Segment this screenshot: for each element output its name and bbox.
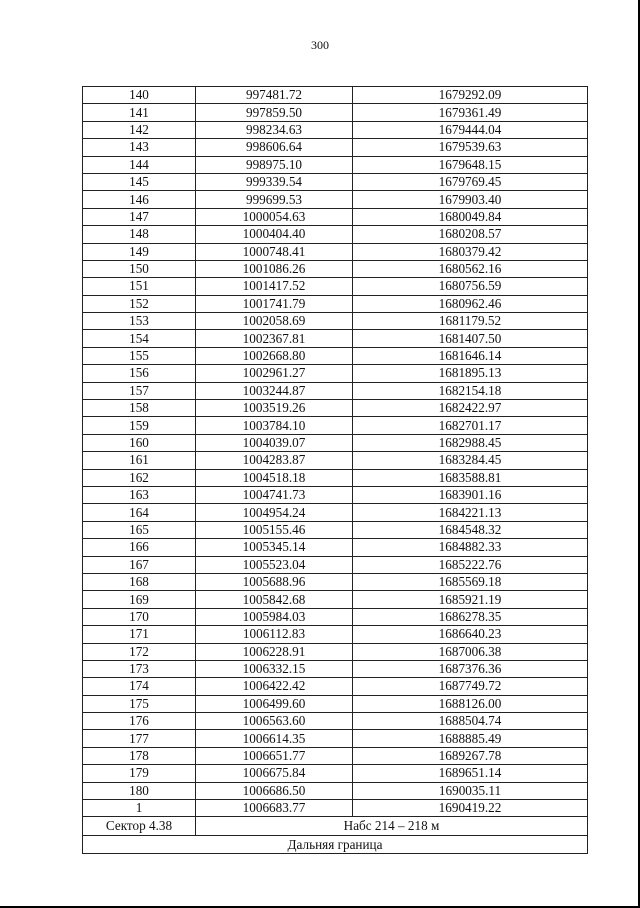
x-coordinate: 1004518.18 [196, 469, 353, 486]
table-row [83, 156, 588, 173]
x-coordinate: 1004954.24 [196, 504, 353, 521]
x-coordinate: 1000054.63 [196, 208, 353, 225]
point-number: 154 [83, 330, 196, 347]
y-coordinate: 1679361.49 [353, 104, 588, 121]
x-coordinate: 1001086.26 [196, 260, 353, 277]
x-coordinate: 1005345.14 [196, 539, 353, 556]
x-coordinate: 1003244.87 [196, 382, 353, 399]
table-row [83, 539, 588, 556]
table-row [83, 695, 588, 712]
table-row [83, 434, 588, 451]
table-row [83, 452, 588, 469]
y-coordinate: 1681179.52 [353, 313, 588, 330]
table-row [83, 800, 588, 817]
table-row [83, 295, 588, 312]
table-row [83, 87, 588, 104]
table-row [83, 521, 588, 538]
x-coordinate: 999339.54 [196, 173, 353, 190]
y-coordinate: 1685921.19 [353, 591, 588, 608]
y-coordinate: 1682701.17 [353, 417, 588, 434]
point-number: 150 [83, 260, 196, 277]
y-coordinate: 1682422.97 [353, 400, 588, 417]
y-coordinate: 1689267.78 [353, 747, 588, 764]
coordinate-table [82, 86, 588, 854]
point-number: 144 [83, 156, 196, 173]
y-coordinate: 1679292.09 [353, 87, 588, 104]
point-number: 178 [83, 747, 196, 764]
x-coordinate: 1005842.68 [196, 591, 353, 608]
table-row [83, 208, 588, 225]
x-coordinate: 1005523.04 [196, 556, 353, 573]
x-coordinate: 1005155.46 [196, 521, 353, 538]
point-number: 170 [83, 608, 196, 625]
y-coordinate: 1685569.18 [353, 573, 588, 590]
y-coordinate: 1680756.59 [353, 278, 588, 295]
table-row [83, 486, 588, 503]
point-number: 143 [83, 139, 196, 156]
x-coordinate: 1006499.60 [196, 695, 353, 712]
y-coordinate: 1687749.72 [353, 678, 588, 695]
y-coordinate: 1679769.45 [353, 173, 588, 190]
x-coordinate: 998234.63 [196, 121, 353, 138]
y-coordinate: 1684882.33 [353, 539, 588, 556]
y-coordinate: 1679539.63 [353, 139, 588, 156]
y-coordinate: 1681646.14 [353, 347, 588, 364]
x-coordinate: 1006651.77 [196, 747, 353, 764]
table-row [83, 226, 588, 243]
y-coordinate: 1684221.13 [353, 504, 588, 521]
point-number: 140 [83, 87, 196, 104]
boundary-label: Дальняя граница [83, 836, 588, 854]
point-number: 173 [83, 660, 196, 677]
table-row [83, 765, 588, 782]
point-number: 172 [83, 643, 196, 660]
x-coordinate: 1001417.52 [196, 278, 353, 295]
x-coordinate: 999699.53 [196, 191, 353, 208]
table-row [83, 139, 588, 156]
point-number: 147 [83, 208, 196, 225]
y-coordinate: 1680962.46 [353, 295, 588, 312]
y-coordinate: 1681407.50 [353, 330, 588, 347]
x-coordinate: 1005984.03 [196, 608, 353, 625]
point-number: 179 [83, 765, 196, 782]
y-coordinate: 1684548.32 [353, 521, 588, 538]
x-coordinate: 1006675.84 [196, 765, 353, 782]
point-number: 175 [83, 695, 196, 712]
y-coordinate: 1687376.36 [353, 660, 588, 677]
x-coordinate: 1002367.81 [196, 330, 353, 347]
table-row [83, 278, 588, 295]
point-number: 165 [83, 521, 196, 538]
point-number: 167 [83, 556, 196, 573]
point-number: 164 [83, 504, 196, 521]
table-row [83, 747, 588, 764]
x-coordinate: 1004283.87 [196, 452, 353, 469]
x-coordinate: 1002961.27 [196, 365, 353, 382]
table-row [83, 469, 588, 486]
table-row [83, 730, 588, 747]
point-number: 163 [83, 486, 196, 503]
point-number: 180 [83, 782, 196, 799]
y-coordinate: 1688126.00 [353, 695, 588, 712]
y-coordinate: 1682154.18 [353, 382, 588, 399]
y-coordinate: 1689651.14 [353, 765, 588, 782]
y-coordinate: 1688504.74 [353, 713, 588, 730]
point-number: 145 [83, 173, 196, 190]
x-coordinate: 1003784.10 [196, 417, 353, 434]
table-row [83, 260, 588, 277]
table-row [83, 660, 588, 677]
x-coordinate: 1004741.73 [196, 486, 353, 503]
sector-label: Сектор 4.38 [83, 817, 196, 836]
point-number: 152 [83, 295, 196, 312]
table-row [83, 400, 588, 417]
x-coordinate: 1004039.07 [196, 434, 353, 451]
x-coordinate: 998975.10 [196, 156, 353, 173]
point-number: 168 [83, 573, 196, 590]
y-coordinate: 1688885.49 [353, 730, 588, 747]
point-number: 141 [83, 104, 196, 121]
point-number: 148 [83, 226, 196, 243]
point-number: 177 [83, 730, 196, 747]
table-row [83, 608, 588, 625]
y-coordinate: 1680049.84 [353, 208, 588, 225]
x-coordinate: 998606.64 [196, 139, 353, 156]
y-coordinate: 1683588.81 [353, 469, 588, 486]
table-row [83, 382, 588, 399]
y-coordinate: 1685222.76 [353, 556, 588, 573]
point-number: 151 [83, 278, 196, 295]
y-coordinate: 1682988.45 [353, 434, 588, 451]
y-coordinate: 1683901.16 [353, 486, 588, 503]
point-number: 149 [83, 243, 196, 260]
x-coordinate: 997859.50 [196, 104, 353, 121]
point-number: 171 [83, 626, 196, 643]
x-coordinate: 1006422.42 [196, 678, 353, 695]
point-number: 160 [83, 434, 196, 451]
table-row [83, 365, 588, 382]
y-coordinate: 1687006.38 [353, 643, 588, 660]
table-row [83, 243, 588, 260]
table-row [83, 678, 588, 695]
point-number: 176 [83, 713, 196, 730]
point-number: 169 [83, 591, 196, 608]
table-row [83, 191, 588, 208]
point-number: 153 [83, 313, 196, 330]
table-row [83, 573, 588, 590]
x-coordinate: 1005688.96 [196, 573, 353, 590]
point-number: 157 [83, 382, 196, 399]
x-coordinate: 1006683.77 [196, 800, 353, 817]
y-coordinate: 1690419.22 [353, 800, 588, 817]
point-number: 158 [83, 400, 196, 417]
x-coordinate: 1006228.91 [196, 643, 353, 660]
point-number: 146 [83, 191, 196, 208]
x-coordinate: 997481.72 [196, 87, 353, 104]
x-coordinate: 1006614.35 [196, 730, 353, 747]
x-coordinate: 1002058.69 [196, 313, 353, 330]
coordinate-table-body [83, 87, 588, 854]
table-row [83, 330, 588, 347]
x-coordinate: 1006332.15 [196, 660, 353, 677]
point-number: 159 [83, 417, 196, 434]
y-coordinate: 1680379.42 [353, 243, 588, 260]
height-note: Набс 214 – 218 м [196, 817, 588, 836]
x-coordinate: 1000748.41 [196, 243, 353, 260]
point-number: 162 [83, 469, 196, 486]
table-row [83, 104, 588, 121]
x-coordinate: 1006686.50 [196, 782, 353, 799]
sector-row [83, 817, 588, 836]
point-number: 161 [83, 452, 196, 469]
table-row [83, 347, 588, 364]
y-coordinate: 1679648.15 [353, 156, 588, 173]
y-coordinate: 1690035.11 [353, 782, 588, 799]
table-row [83, 643, 588, 660]
y-coordinate: 1680208.57 [353, 226, 588, 243]
y-coordinate: 1679903.40 [353, 191, 588, 208]
table-row [83, 626, 588, 643]
table-row [83, 121, 588, 138]
x-coordinate: 1006112.83 [196, 626, 353, 643]
table-row [83, 556, 588, 573]
point-number: 1 [83, 800, 196, 817]
point-number: 142 [83, 121, 196, 138]
boundary-row [83, 836, 588, 854]
y-coordinate: 1681895.13 [353, 365, 588, 382]
table-row [83, 782, 588, 799]
y-coordinate: 1679444.04 [353, 121, 588, 138]
table-row [83, 173, 588, 190]
y-coordinate: 1680562.16 [353, 260, 588, 277]
table-row [83, 417, 588, 434]
point-number: 174 [83, 678, 196, 695]
table-row [83, 313, 588, 330]
x-coordinate: 1003519.26 [196, 400, 353, 417]
page-number: 300 [311, 38, 329, 52]
x-coordinate: 1006563.60 [196, 713, 353, 730]
y-coordinate: 1686640.23 [353, 626, 588, 643]
table-row [83, 504, 588, 521]
point-number: 155 [83, 347, 196, 364]
y-coordinate: 1686278.35 [353, 608, 588, 625]
x-coordinate: 1000404.40 [196, 226, 353, 243]
table-row [83, 591, 588, 608]
y-coordinate: 1683284.45 [353, 452, 588, 469]
table-row [83, 713, 588, 730]
x-coordinate: 1002668.80 [196, 347, 353, 364]
point-number: 166 [83, 539, 196, 556]
x-coordinate: 1001741.79 [196, 295, 353, 312]
point-number: 156 [83, 365, 196, 382]
